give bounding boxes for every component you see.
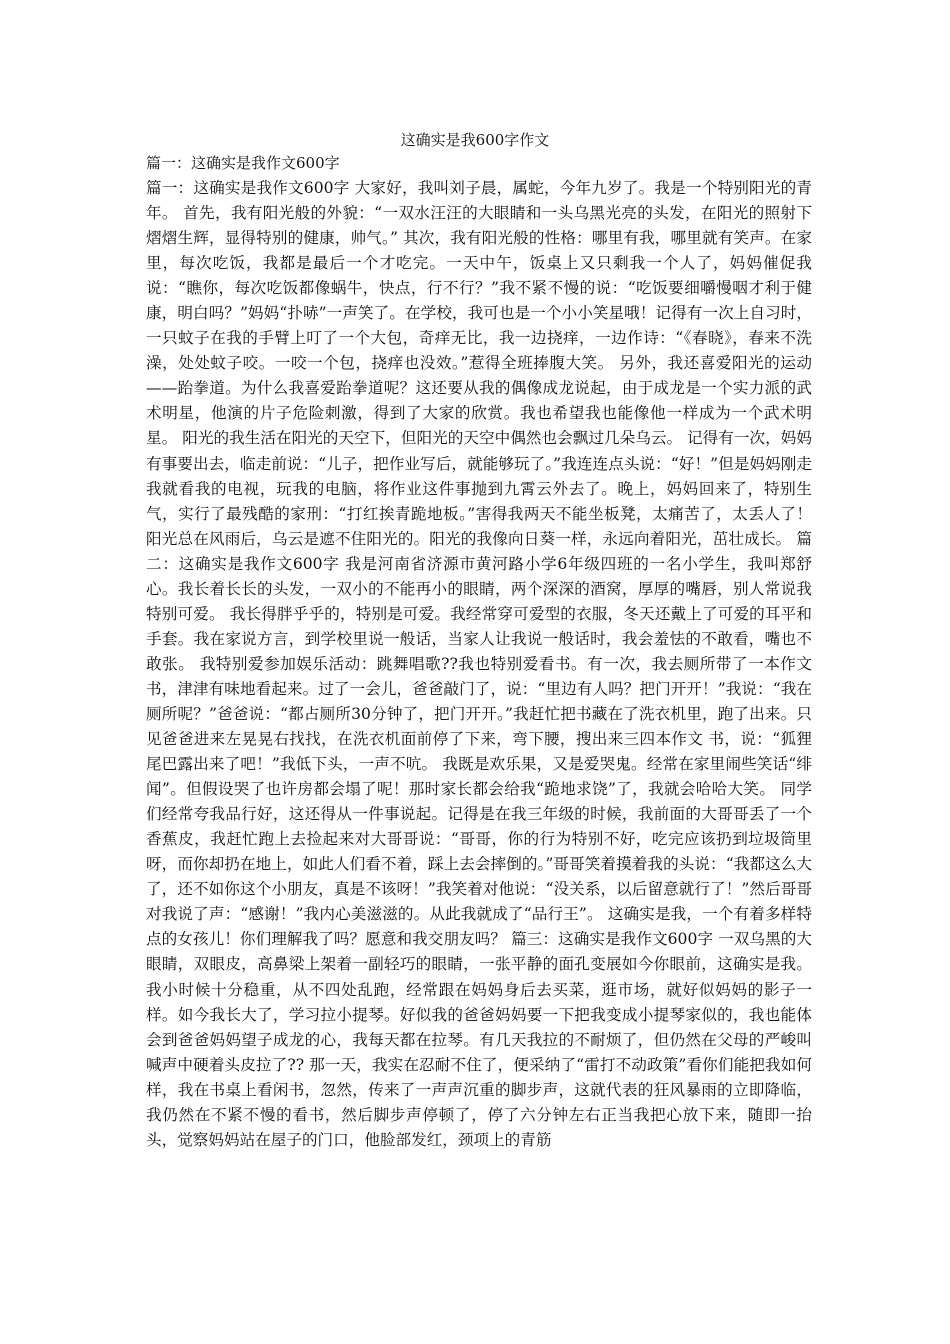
document-body: 篇一：这确实是我作文600字 大家好，我叫刘子晨，属蛇，今年九岁了。我是一个特别阳光的青年。 首先，我有阳光般的外貌：“一双水汪汪的大眼睛和一头乌黑光亮的头发，在阳光的照射下熠熠生辉，显得特别的健康，帅气。” 其次，我有阳光般的性格：哪里有我，哪里就有笑声。在家里，每次吃饭，我都是最后一个才吃完。一天中午，饭桌上又只剩我一个人了，妈妈催促我说：“瞧你，每次吃饭都像蜗牛，快点，行不行？”我不紧不慢的说：“吃饭要细嚼慢咽才利于健康，明白吗？”妈妈“扑哧”一声笑了。在学校，我可也是一个小小笑星哦！记得有一次上自习时，一只蚊子在我的手臂上叮了一个大包，奇痒无比，我一边挠痒，一边作诗：“《春晓》，春来不洗澡，处处蚊子咬。一咬一个包，挠痒也没效。”惹得全班捧腹大笑。 另外，我还喜爱阳光的运动——跆拳道。为什么我喜爱跆拳道呢？这还要从我的偶像成龙说起，由于成龙是一个实力派的武术明星，他演的片子危险刺激，得到了大家的欣赏。我也希望我也能像他一样成为一个武术明星。 阳光的我生活在阳光的天空下，但阳光的天空中偶然也会飘过几朵乌云。 记得有一次，妈妈有事要出去，临走前说：“儿子，把作业写后，就能够玩了。”我连连点头说：“好！”但是妈妈刚走我就看我的电视，玩我的电脑，将作业这件事抛到九霄云外去了。晚上，妈妈回来了，特别生气，实行了最残酷的家刑：“打红挨青跪地板。”害得我两天不能坐板凳，太痛苦了，太丢人了！ 阳光总在风雨后，乌云是遮不住阳光的。阳光的我像向日葵一样，永远向着阳光，茁壮成长。 篇二：这确实是我作文600字 我是河南省济源市黄河路小学6年级四班的一名小学生，我叫郑舒心。我长着长长的头发，一双小的不能再小的眼睛，两个深深的酒窝，厚厚的嘴唇，别人常说我特别可爱。 我长得胖乎乎的，特别是可爱。我经常穿可爱型的衣服，冬天还戴上了可爱的耳平和手套。我在家说方言，到学校里说一般话，当家人让我说一般话时，我会羞怯的不敢看，嘴也不敢张。 我特别爱参加娱乐活动：跳舞唱歌??我也特别爱看书。有一次，我去厕所带了一本作文 书，津津有味地看起来。过了一会儿，爸爸敲门了，说：“里边有人吗？把门开开！”我说：“我在厕所呢？”爸爸说：“都占厕所30分钟了，把门开开。”我赶忙把书藏在了洗衣机里，跑了出来。只见爸爸进来左晃晃右找找，在洗衣机面前停了下来，弯下腰，搜出来三四本作文 书，说：“狐狸尾巴露出来了吧！”我低下头，一声不吭。 我既是欢乐果，又是爱哭鬼。经常在家里闹些笑话“绯闻”。但假设哭了也许房都会塌了呢！那时家长都会给我“跪地求饶”了，我就会哈哈大笑。 同学们经常夸我品行好，这还得从一件事说起。记得是在我三年级的时候，我前面的大哥哥丢了一个香蕉皮，我赶忙跑上去捡起来对大哥哥说：“哥哥，你的行为特别不好，吃完应该扔到垃圾筒里呀，而你却扔在地上，如此人们看不着，踩上去会摔倒的。”哥哥笑着摸着我的头说：“我都这么大了，还不如你这个小朋友，真是不该呀！”我笑着对他说：“没关系，以后留意就行了！”然后哥哥对我说了声：“感谢！”我内心美滋滋的。从此我就成了“品行王”。 这确实是我，一个有着多样特点的女孩儿！你们理解我了吗？愿意和我交朋友吗？ 篇三：这确实是我作文600字 一双乌黑的大眼睛，双眼皮，高鼻梁上架着一副轻巧的眼睛，一张平静的面孔变展如今你眼前，这确实是我。 我小时候十分稳重，从不四处乱跑，经常跟在妈妈身后去买菜，逛市场，就好似妈妈的影子一样。如今我长大了，学习拉小提琴。好似我的爸爸妈妈要一下把我变成小提琴家似的，我也能体会到爸爸妈妈望子成龙的心，我每天都在拉琴。有几天我拉的不耐烦了，但仍然在父母的严峻叫喊声中硬着头皮拉了?? 那一天，我实在忍耐不住了，便采纳了“雷打不动政策”看你们能把我如何样，我在书桌上看闲书，忽然，传来了一声声沉重的脚步声，这就代表的狂风暴雨的立即降临，我仍然在不紧不慢的看书，然后脚步声停顿了，停了六分钟左右正当我把心放下来，随即一抬头，觉察妈妈站在屋子的门口，他脸部发红，颈项上的青筋 (146, 179, 812, 1149)
document-subtitle: 篇一：这确实是我作文600字 (146, 154, 340, 172)
document-title: 这确实是我600字作文 (400, 131, 550, 149)
